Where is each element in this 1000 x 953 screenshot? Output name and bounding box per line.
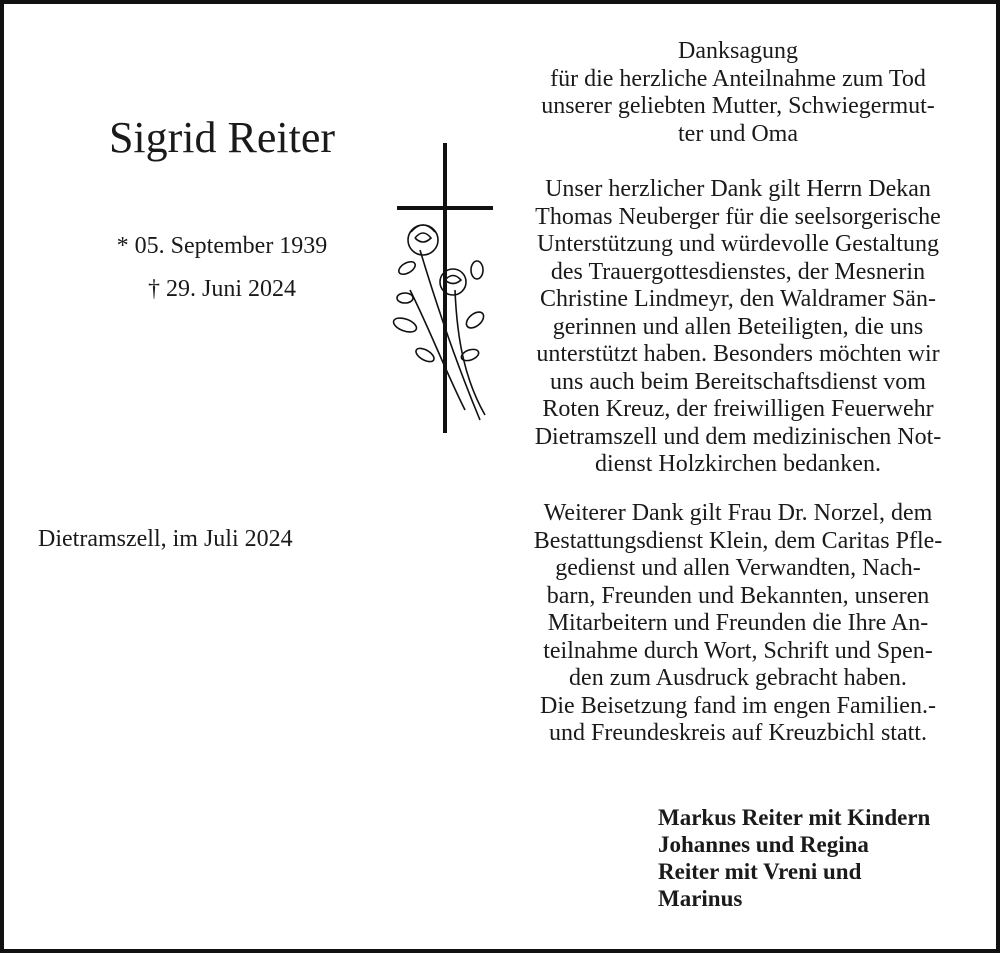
signature-line: Marinus (658, 886, 743, 911)
text-line: Christine Lindmeyr, den Waldramer Sän- (540, 286, 936, 312)
intro-line: unserer geliebten Mutter, Schwiegermut- (541, 93, 935, 119)
text-line: gerinnen und allen Beteiligten, die uns (552, 313, 924, 340)
text-line: Unterstützung und würdevolle Gestaltung (537, 231, 939, 257)
intro-line: für die herzliche Anteilnahme zum Tod (550, 65, 926, 92)
text-line: Die Beisetzung fand im engen Familien.- (540, 692, 936, 719)
signature-line: Reiter mit Vreni und (658, 859, 862, 884)
death-date: † 29. Juni 2024 (147, 276, 296, 302)
text-line: Roten Kreuz, der freiwilligen Feuerwehr (542, 396, 934, 422)
text-line: und Freundeskreis auf Kreuzbichl statt. (549, 720, 927, 746)
birth-date: * 05. September 1939 (116, 233, 328, 259)
text-line: teilnahme durch Wort, Schrift und Spen- (543, 637, 933, 664)
text-line: Bestattungsdienst Klein, dem Caritas Pfle- (533, 527, 943, 554)
text-line: barn, Freunden und Bekannten, unseren (546, 582, 930, 609)
signature-line: Markus Reiter mit Kindern (658, 805, 931, 830)
signatures (658, 804, 930, 912)
text-line: Unser herzlicher Dank gilt Herrn Dekan (545, 176, 931, 202)
text-line: Thomas Neuberger für die seelsorgerische (535, 203, 941, 230)
place-date: Dietramszell, im Juli 2024 (38, 526, 293, 552)
text-line: dienst Holzkirchen bedanken. (595, 451, 881, 477)
text-line: den zum Ausdruck gebracht haben. (569, 665, 907, 691)
notice-title: Danksagung (678, 38, 798, 64)
text-line: Dietramszell und dem medizinischen Not- (534, 423, 942, 450)
paragraph-1 (500, 176, 976, 479)
text-line: Mitarbeitern und Freunden die Ihre An- (547, 610, 929, 636)
text-line: Weiterer Dank gilt Frau Dr. Norzel, dem (543, 500, 933, 526)
text-line: unterstützt haben. Besonders möchten wir (536, 341, 940, 367)
thanks-column (500, 38, 976, 148)
paragraph-2 (500, 500, 976, 748)
deceased-name: Sigrid Reiter (108, 113, 336, 162)
text-line: des Trauergottesdienstes, der Mesnerin (550, 258, 926, 285)
signature-line: Johannes und Regina (658, 832, 869, 857)
intro-line: ter und Oma (678, 120, 798, 147)
cross-with-roses-icon (385, 140, 500, 435)
text-line: uns auch beim Bereitschaftsdienst vom (550, 368, 926, 395)
text-line: gedienst und allen Verwandten, Nach- (555, 555, 921, 581)
